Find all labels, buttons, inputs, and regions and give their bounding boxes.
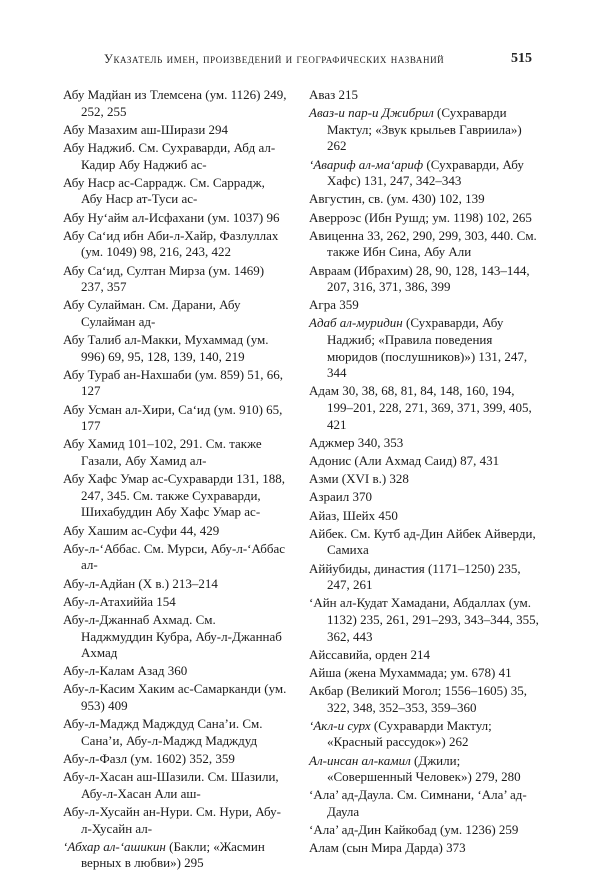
entry-text: ʻАйн ал-Кудат Хамадани, Абдаллах (ум. 1132) 235, 261, 291–293, 343–344, 355, 362, 443 <box>309 595 539 644</box>
index-entry <box>309 665 543 682</box>
work-title: Ал-инсан ал-камил <box>309 752 411 768</box>
page-number: 515 <box>511 51 532 66</box>
entry-text: Аджмер 340, 353 <box>309 434 404 450</box>
index-entry <box>63 804 288 837</box>
entry-text: Абу-л-ʻАббас. См. Мурси, Абу-л-ʻАббас ал- <box>63 540 285 573</box>
entry-text: Абу Тураб ан-Нахшаби (ум. 859) 51, 66, 127 <box>63 366 284 399</box>
entry-text: (Бакли; «Жасмин верных в любви») 295 <box>81 838 265 871</box>
entry-text: Абу Саʻид ибн Аби-л-Хайр, Фазлуллах (ум. 1049) 98, 216, 243, 422 <box>63 227 279 260</box>
index-entry <box>63 228 288 261</box>
index-entry <box>63 576 288 593</box>
entry-text: Абу Усман ал-Хири, Саʻид (ум. 910) 65, 177 <box>63 401 283 434</box>
entry-text: Абу-л-Джаннаб Ахмад. См. Наджмуддин Кубра, Абу-л-Джаннаб Ахмад <box>63 611 282 661</box>
entry-text: Азми (XVI в.) 328 <box>309 471 409 487</box>
index-entry <box>63 122 288 139</box>
entry-text: Абу Наср ас-Саррадж. См. Саррадж, Абу Наср ат-Туси ас- <box>63 174 265 207</box>
index-entry <box>309 453 543 470</box>
index-entry <box>63 839 288 872</box>
entry-text: Абу-л-Хасан аш-Шазили. См. Шазили, Абу-л-Хасан Али аш- <box>63 769 279 801</box>
work-title: Аваз-и пар-и Джибрил <box>309 105 434 121</box>
index-column-left <box>63 87 288 874</box>
index-entry <box>309 87 543 104</box>
entry-text: Абу Сулайман. См. Дарани, Абу Сулайман ад- <box>63 297 241 329</box>
index-entry <box>309 297 543 314</box>
entry-text: (Сухраварди, Абу Наджиб; «Правила поведения мюридов (послушников)») 131, 247, 344 <box>327 315 528 381</box>
work-title: Адаб ал-муридин <box>309 315 403 331</box>
index-entry <box>309 787 543 820</box>
index-entry <box>309 157 543 190</box>
index-entry <box>63 297 288 330</box>
index-entry <box>63 612 288 662</box>
entry-text: Абу Хамид 101–102, 291. См. также Газали, Абу Хамид ал- <box>63 436 262 468</box>
index-entry <box>63 663 288 680</box>
entry-text: Абу-л-Калам Азад 360 <box>63 663 188 679</box>
index-entry <box>309 435 543 452</box>
entry-text: (Джили; «Совершенный Человек») 279, 280 <box>327 752 521 785</box>
work-title: ʻАбхар ал-ʻашикин <box>63 838 166 854</box>
entry-text: Абу Нуʻайм ал-Исфахани (ум. 1037) 96 <box>63 209 280 225</box>
entry-text: Аййубиды, династия (1171–1250) 235, 247, 261 <box>309 560 521 593</box>
index-entry <box>63 751 288 768</box>
entry-text: Акбар (Великий Могол; 1556–1605) 35, 322, 348, 352–353, 359–360 <box>309 683 527 715</box>
entry-text: Аваз 215 <box>309 87 359 102</box>
running-header <box>104 52 532 67</box>
index-entry <box>309 471 543 488</box>
entry-text: Авиценна 33, 262, 290, 299, 303, 440. См. также Ибн Сина, Абу Али <box>309 227 537 260</box>
index-entry <box>309 526 543 559</box>
entry-text: Адам 30, 38, 68, 81, 84, 148, 160, 194, 199–201, 228, 271, 369, 371, 399, 405, 421 <box>309 383 532 432</box>
index-entry <box>309 228 543 261</box>
index-entry <box>309 840 543 857</box>
index-entry <box>63 263 288 296</box>
entry-text: Адонис (Али Ахмад Саид) 87, 431 <box>309 453 500 468</box>
running-header-title: Указатель имен, произведений и географических названий <box>104 52 445 66</box>
index-entry <box>63 769 288 802</box>
index-entry <box>309 718 543 751</box>
index-entry <box>309 753 543 786</box>
entry-text: Абу-л-Атахиййа 154 <box>63 593 176 609</box>
index-entry <box>309 647 543 664</box>
index-entry <box>309 383 543 433</box>
entry-text: Айаз, Шейх 450 <box>309 507 398 523</box>
entry-text: (Сухраварди Мактул; «Звук крыльев Гавриила») 262 <box>327 105 522 154</box>
index-entry <box>63 87 288 120</box>
entry-text: Аверроэс (Ибн Рушд; ум. 1198) 102, 265 <box>309 209 532 225</box>
index-entry <box>309 191 543 208</box>
index-entry <box>63 436 288 469</box>
index-entry <box>63 594 288 611</box>
entry-text: Абу-л-Маджд Мадждуд Санаʼи. См. Санаʼи, Абу-л-Маджд Мадждуд <box>63 716 263 748</box>
index-entry <box>309 315 543 381</box>
index-entry <box>63 523 288 540</box>
index-entry <box>309 595 543 645</box>
entry-text: Абу-л-Адйан (X в.) 213–214 <box>63 575 218 591</box>
entry-text: Айбек. См. Кутб ад-Дин Айбек Айверди, Самиха <box>309 525 536 558</box>
entry-text: Абу Мазахим аш-Ширази 294 <box>63 121 229 137</box>
entry-text: (Сухраварди, Абу Хафс) 131, 247, 342–343 <box>327 156 524 189</box>
index-entry <box>309 263 543 296</box>
index-entry <box>63 402 288 435</box>
entry-text: Агра 359 <box>309 297 359 313</box>
index-entry <box>63 471 288 521</box>
index-entry <box>63 681 288 714</box>
work-title: ʻАвариф ал-маʻариф <box>309 156 424 172</box>
index-column-right <box>309 87 543 859</box>
entry-text: Августин, св. (ум. 430) 102, 139 <box>309 191 485 207</box>
index-entry <box>309 210 543 227</box>
entry-text: Абу-л-Хусайн ан-Нури. См. Нури, Абу-л-Хусайн ал- <box>63 804 281 836</box>
index-entry <box>63 716 288 749</box>
entry-text: Абу-л-Фазл (ум. 1602) 352, 359 <box>63 751 235 767</box>
entry-text: ʻАла’ ад-Даула. См. Симнани, ʻАла’ ад-Даула <box>309 787 527 819</box>
entry-text: Абу Саʻид, Султан Мирза (ум. 1469) 237, 357 <box>63 262 265 295</box>
index-entry <box>63 367 288 400</box>
index-entry <box>309 105 543 155</box>
index-entry <box>309 508 543 525</box>
index-entry <box>309 489 543 506</box>
index-entry <box>63 140 288 173</box>
entry-text: Азраил 370 <box>309 489 372 505</box>
index-entry <box>309 822 543 839</box>
entry-text: Абу Хафс Умар ас-Сухраварди 131, 188, 247, 345. См. также Сухраварди, Шихабуддин Абу Хафс Умар ас- <box>63 471 286 520</box>
entry-text: ʻАла’ ад-Дин Кайкобад (ум. 1236) 259 <box>309 822 519 838</box>
entry-text: Абу-л-Касим Хаким ас-Самарканди (ум. 953) 409 <box>63 681 287 714</box>
entry-text: Айссавийа, орден 214 <box>309 646 431 662</box>
entry-text: (Сухраварди Мактул; «Красный рассудок») 262 <box>327 717 492 750</box>
index-entry <box>63 210 288 227</box>
entry-text: Абу Мадйан из Тлемсена (ум. 1126) 249, 252, 255 <box>63 87 287 119</box>
work-title: ʻАкл-и сурх <box>309 717 371 733</box>
index-entry <box>63 332 288 365</box>
index-entry <box>63 175 288 208</box>
index-entry <box>309 683 543 716</box>
entry-text: Абу Наджиб. См. Сухраварди, Абд ал-Кадир Абу Наджиб ас- <box>63 139 276 172</box>
entry-text: Алам (сын Мира Дарда) 373 <box>309 840 466 856</box>
entry-text: Авраам (Ибрахим) 28, 90, 128, 143–144, 207, 316, 371, 386, 399 <box>309 262 530 295</box>
index-entry <box>63 541 288 574</box>
entry-text: Абу Хашим ас-Суфи 44, 429 <box>63 522 220 538</box>
entry-text: Айша (жена Мухаммада; ум. 678) 41 <box>309 664 512 680</box>
index-entry <box>309 561 543 594</box>
entry-text: Абу Талиб ал-Макки, Мухаммад (ум. 996) 69, 95, 128, 139, 140, 219 <box>63 332 269 364</box>
